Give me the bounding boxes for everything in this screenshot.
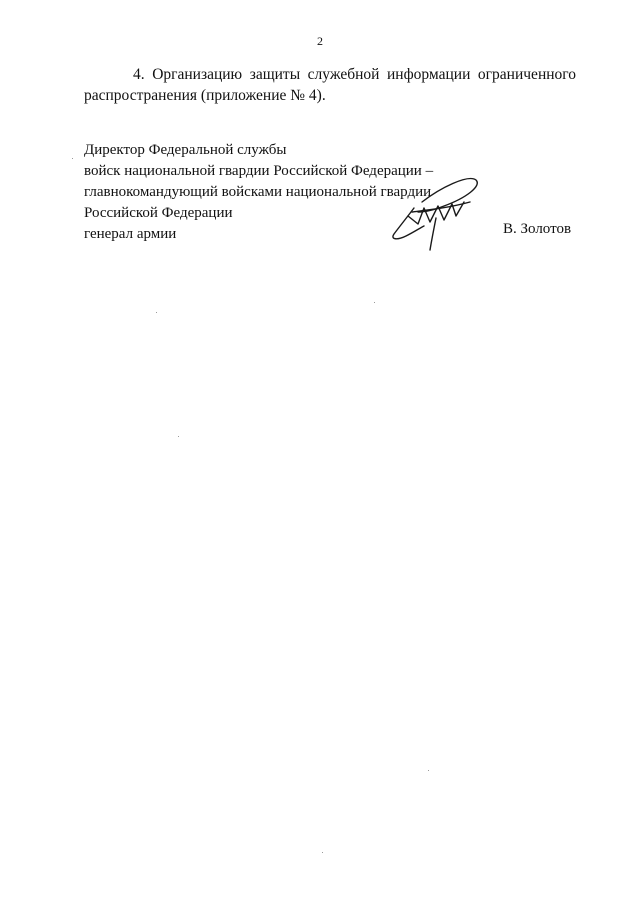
signer-name: В. Золотов <box>503 221 572 237</box>
signer-title-line-1: Директор Федеральной службы <box>84 142 287 158</box>
scan-speck <box>178 436 179 437</box>
scan-speck <box>374 302 375 303</box>
signer-title-line-2: войск национальной гвардии Российской Федерации – <box>84 163 434 179</box>
scan-speck <box>428 770 429 771</box>
signer-title-line-3: главнокомандующий войсками национальной гвардии <box>84 184 432 200</box>
signer-title-line-4: Российской Федерации <box>84 205 233 221</box>
handwritten-signature <box>378 168 488 252</box>
scan-speck <box>322 852 323 853</box>
scan-speck <box>72 158 73 159</box>
body-paragraph: 4. Организацию защиты служебной информации ограниченного распространения (приложение № 4). <box>84 66 576 104</box>
page-number: 2 <box>317 34 323 48</box>
scan-speck <box>156 312 157 313</box>
signer-title-line-5: генерал армии <box>84 226 177 242</box>
